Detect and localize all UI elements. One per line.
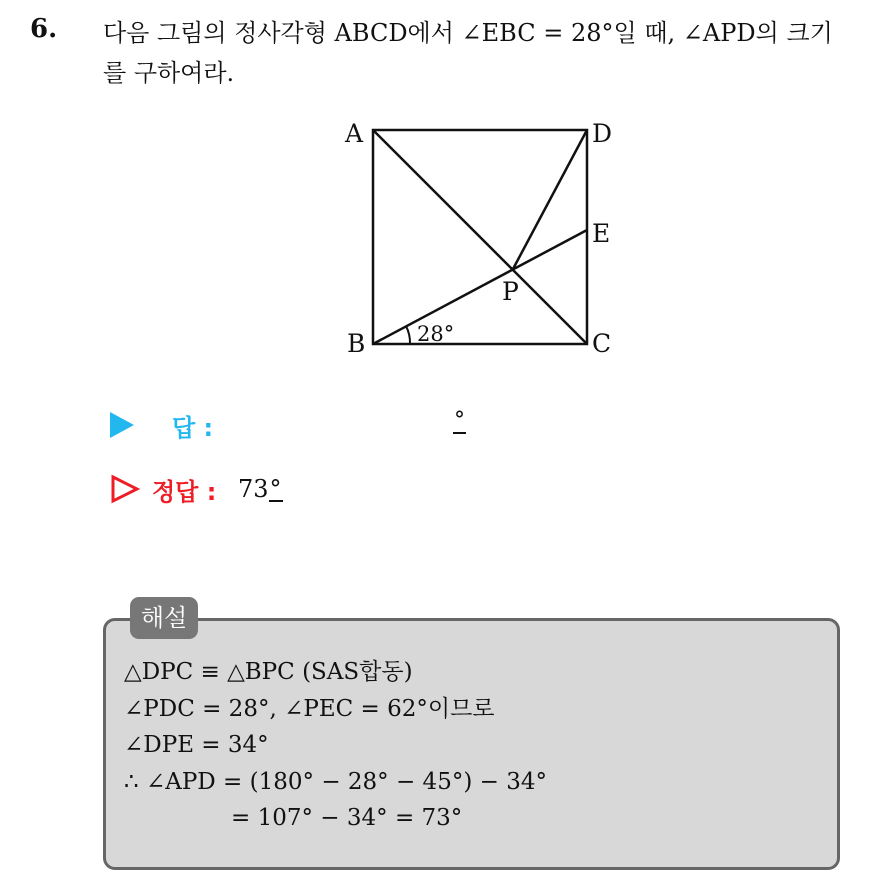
label-e: E — [592, 219, 611, 248]
segment-be — [373, 230, 587, 344]
label-c: C — [592, 329, 612, 358]
question-line-2: 를 구하여라. — [103, 59, 235, 87]
play-icon — [110, 412, 134, 438]
answer-row — [110, 408, 530, 442]
question-text — [103, 13, 873, 93]
solution-line: △DPC ≡ △BPC (SAS합동) — [124, 659, 413, 685]
question-line-1: 다음 그림의 정사각형 ABCD에서 ∠EBC = 28°일 때, ∠APD의 크기 — [103, 19, 833, 47]
correct-row — [110, 472, 530, 508]
label-b: B — [347, 329, 366, 358]
solution-line: = 107° − 34° = 73° — [231, 805, 463, 831]
solution-line: ∠PDC = 28°, ∠PEC = 62°이므로 — [124, 695, 495, 722]
label-a: A — [345, 119, 364, 148]
correct-number: 73 — [238, 475, 269, 503]
angle-label: 28° — [417, 322, 455, 346]
solution-text — [124, 654, 547, 837]
correct-label: 정답 : — [152, 478, 217, 506]
solution-tag: 해설 — [130, 597, 198, 639]
solution-line: ∠DPE = 34° — [124, 732, 269, 758]
diagonal-ac — [373, 130, 587, 344]
segment-dp — [513, 130, 587, 269]
square-figure — [330, 112, 630, 362]
correct-unit: ° — [269, 475, 282, 503]
correct-value — [238, 475, 283, 503]
play-outline-icon — [110, 474, 140, 504]
label-d: D — [592, 119, 613, 148]
angle-arc — [406, 326, 410, 344]
question-number: 6. — [30, 14, 58, 44]
answer-blank[interactable]: ° — [454, 408, 465, 433]
answer-label: 답 : — [172, 414, 214, 442]
solution-line: ∴ ∠APD = (180° − 28° − 45°) − 34° — [124, 768, 547, 795]
label-p: P — [502, 277, 519, 306]
